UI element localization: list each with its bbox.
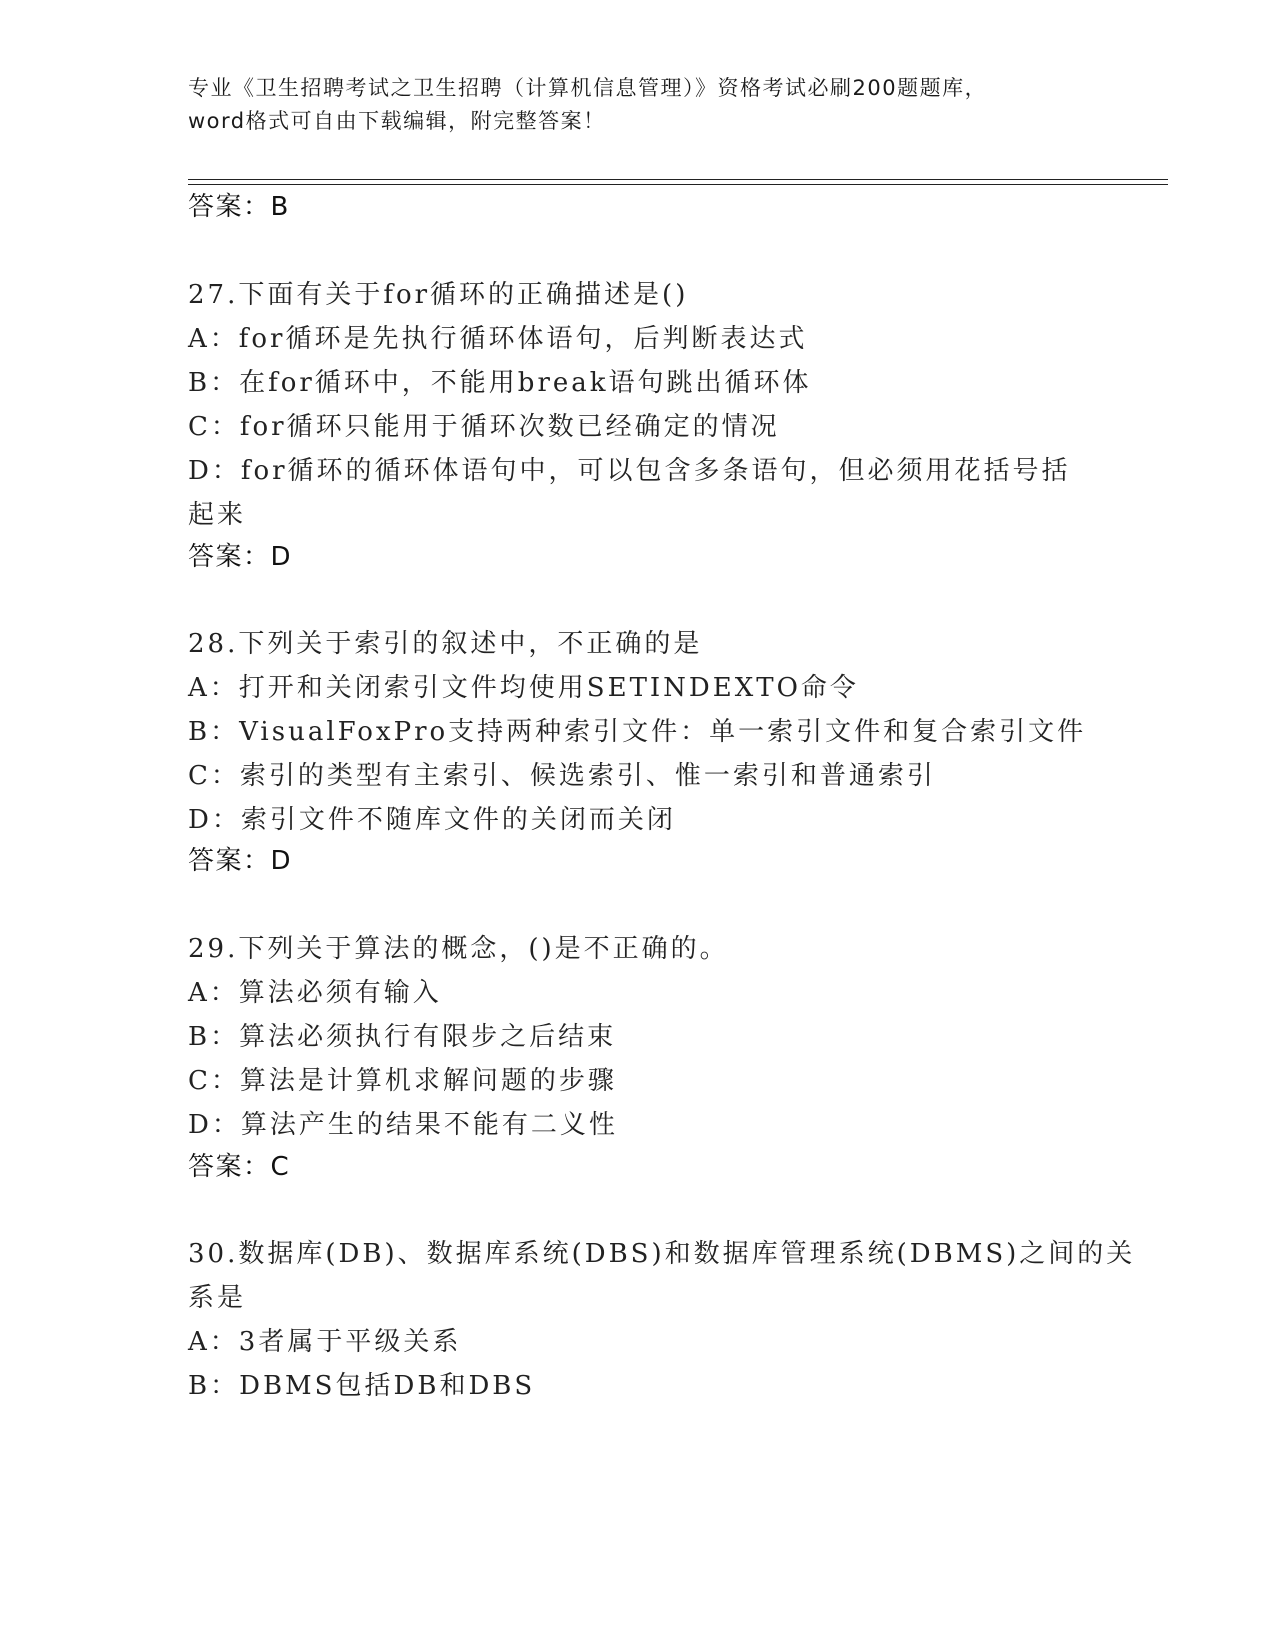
question-29-option-c: C：算法是计算机求解问题的步骤 xyxy=(188,1066,617,1096)
question-27-stem: 27.下面有关于for循环的正确描述是() xyxy=(188,280,689,310)
question-29-option-b: B：算法必须执行有限步之后结束 xyxy=(188,1022,617,1052)
question-28-option-c: C：索引的类型有主索引、候选索引、惟一索引和普通索引 xyxy=(188,761,936,791)
question-27-answer: 答案：D xyxy=(188,542,293,572)
question-29-stem: 29.下列关于算法的概念，()是不正确的。 xyxy=(188,934,729,964)
question-27-option-b: B：在for循环中，不能用break语句跳出循环体 xyxy=(188,368,812,398)
question-30-stem-continuation: 系是 xyxy=(188,1283,247,1313)
question-29-option-a: A：算法必须有输入 xyxy=(188,978,442,1008)
header-title-line-1: 专业《卫生招聘考试之卫生招聘（计算机信息管理）》资格考试必刷200题题库， xyxy=(188,76,988,100)
question-29-option-d: D：算法产生的结果不能有二义性 xyxy=(188,1110,618,1140)
question-30-option-a: A：3者属于平级关系 xyxy=(188,1327,462,1357)
question-27-option-d-continuation: 起来 xyxy=(188,500,247,530)
question-28-answer: 答案：D xyxy=(188,846,293,876)
header-title-line-2: word格式可自由下载编辑，附完整答案！ xyxy=(188,109,606,133)
question-27-option-c: C：for循环只能用于循环次数已经确定的情况 xyxy=(188,412,780,442)
question-28-option-a: A：打开和关闭索引文件均使用SETINDEXTO命令 xyxy=(188,673,859,703)
question-29-answer: 答案：C xyxy=(188,1152,291,1182)
question-27-option-d: D：for循环的循环体语句中，可以包含多条语句，但必须用花括号括 xyxy=(188,456,1071,486)
question-30-stem: 30.数据库(DB)、数据库系统(DBS)和数据库管理系统(DBMS)之间的关 xyxy=(188,1239,1136,1269)
previous-answer: 答案：B xyxy=(188,192,290,222)
header-divider-bottom xyxy=(188,184,1168,185)
question-27-option-a: A：for循环是先执行循环体语句，后判断表达式 xyxy=(188,324,808,354)
question-28-option-b: B：VisualFoxPro支持两种索引文件：单一索引文件和复合索引文件 xyxy=(188,717,1087,747)
question-28-option-d: D：索引文件不随库文件的关闭而关闭 xyxy=(188,805,676,835)
question-30-option-b: B：DBMS包括DB和DBS xyxy=(188,1371,536,1401)
question-28-stem: 28.下列关于索引的叙述中，不正确的是 xyxy=(188,629,703,659)
header-divider-top xyxy=(188,179,1168,180)
document-header xyxy=(188,72,1088,138)
